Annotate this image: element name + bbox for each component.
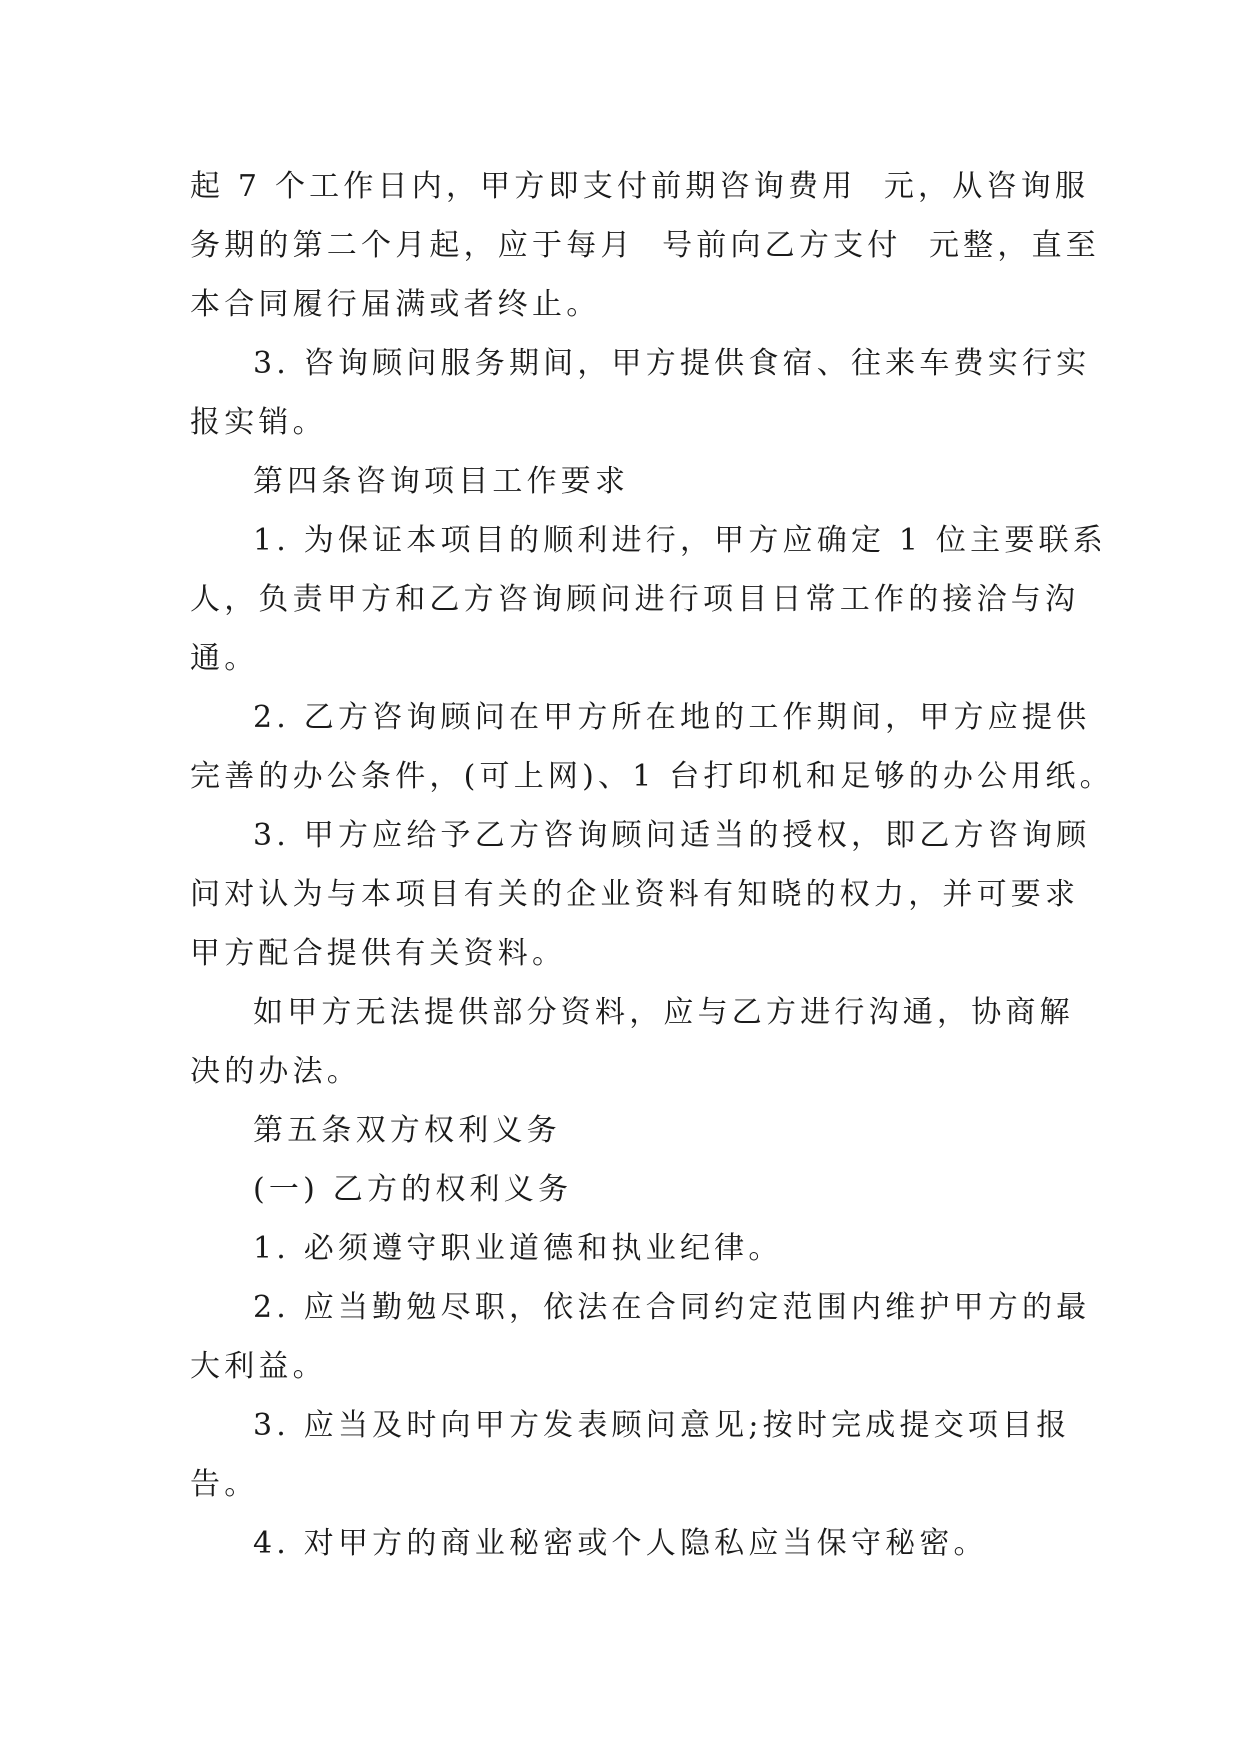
body-text-line: 3. 咨询顾问服务期间，甲方提供食宿、往来车费实行实 xyxy=(253,346,1091,381)
body-text-line: 1. 为保证本项目的顺利进行，甲方应确定 1 位主要联系 xyxy=(253,523,1107,558)
body-text-line: 通。 xyxy=(190,641,259,676)
body-text-line: 4. 对甲方的商业秘密或个人隐私应当保守秘密。 xyxy=(253,1526,988,1561)
body-text-line: 1. 必须遵守职业道德和执业纪律。 xyxy=(253,1231,783,1266)
body-text-line: 2. 应当勤勉尽职，依法在合同约定范围内维护甲方的最 xyxy=(253,1290,1091,1325)
body-text-line: 如甲方无法提供部分资料，应与乙方进行沟通，协商解 xyxy=(253,995,1074,1030)
body-text-line: 人，负责甲方和乙方咨询顾问进行项目日常工作的接洽与沟 xyxy=(190,582,1080,617)
body-text-line: 务期的第二个月起，应于每月 号前向乙方支付 元整，直至 xyxy=(190,228,1100,263)
body-text-line: 3. 应当及时向甲方发表顾问意见;按时完成提交项目报 xyxy=(253,1408,1071,1443)
body-text-line: 起 7 个工作日内，甲方即支付前期咨询费用 元，从咨询服 xyxy=(190,169,1090,204)
section-heading: 第五条双方权利义务 xyxy=(253,1113,561,1148)
body-text-line: 告。 xyxy=(190,1467,259,1502)
body-text-line: 问对认为与本项目有关的企业资料有知晓的权力，并可要求 xyxy=(190,877,1080,912)
body-text-line: 甲方配合提供有关资料。 xyxy=(190,936,567,971)
body-text-line: 本合同履行届满或者终止。 xyxy=(190,287,601,322)
body-text-line: 报实销。 xyxy=(190,405,327,440)
section-heading: 第四条咨询项目工作要求 xyxy=(253,464,630,499)
body-text-line: 大利益。 xyxy=(190,1349,327,1384)
subsection-heading: (一) 乙方的权利义务 xyxy=(253,1172,573,1207)
body-text-line: 完善的办公条件，(可上网)、1 台打印机和足够的办公用纸。 xyxy=(190,759,1114,794)
body-text-line: 3. 甲方应给予乙方咨询顾问适当的授权，即乙方咨询顾 xyxy=(253,818,1091,853)
body-text-line: 决的办法。 xyxy=(190,1054,361,1089)
body-text-line: 2. 乙方咨询顾问在甲方所在地的工作期间，甲方应提供 xyxy=(253,700,1091,735)
